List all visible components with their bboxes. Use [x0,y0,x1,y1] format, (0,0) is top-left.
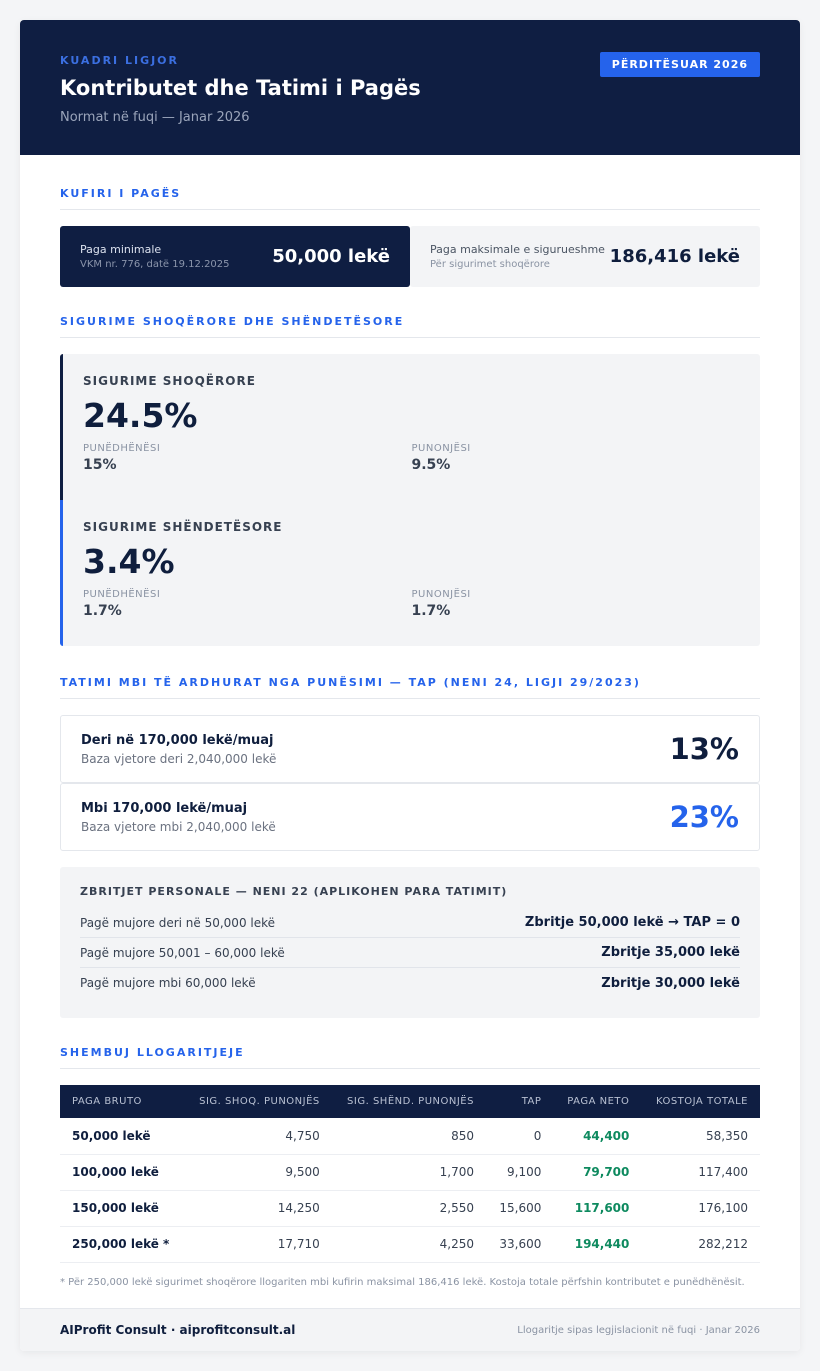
deduction-value: Zbritje 30,000 lekë [601,975,740,991]
table-cell: 194,440 [553,1226,641,1262]
footer [20,1308,800,1351]
document-card [20,20,800,1351]
min-wage-note: VKM nr. 776, datë 19.12.2025 [80,259,230,270]
table-row [60,1190,760,1226]
table-cell: 14,250 [184,1190,332,1226]
table-cell: 2,550 [332,1190,486,1226]
table-cell: 58,350 [641,1118,760,1154]
table-cell: 117,400 [641,1154,760,1190]
min-wage-label: Paga minimale [80,243,162,256]
deduction-label: Pagë mujore deri në 50,000 lekë [80,915,276,930]
table-cell: 4,250 [332,1226,486,1262]
max-wage-label: Paga maksimale e sigurueshme [430,243,605,256]
deductions-title: ZBRITJET PERSONALE — NENI 22 (APLIKOHEN PARA TATIMIT) [80,885,508,898]
section-title-wage-ceiling: KUFIRI I PAGËS [60,187,760,210]
deduction-row [80,908,740,938]
updated-badge: PËRDITËSUAR 2026 [600,52,760,77]
deduction-value: Zbritje 50,000 lekë → TAP = 0 [524,915,740,930]
deduction-row [80,968,740,998]
table-cell: 9,500 [184,1154,332,1190]
tax-bracket-row [60,715,760,783]
table-cell: 117,600 [553,1190,641,1226]
table-cell: 176,100 [641,1190,760,1226]
column-header: KOSTOJA TOTALE [655,1096,748,1107]
table-header-row [60,1085,760,1118]
table-cell: 1,700 [332,1154,486,1190]
page-title: Kontributet dhe Tatimi i Pagës [60,76,421,100]
table-cell: 0 [486,1118,553,1154]
health-employer-value: 1.7% [83,603,122,619]
column-header: SIG. SHËND. PUNONJËS [347,1096,474,1107]
tax-bracket-subtitle: Baza vjetore deri 2,040,000 lekë [81,751,277,766]
footer-legal-note: Llogaritje sipas legjislacionit në fuqi · Janar 2026 [517,1324,760,1336]
table-cell: 9,100 [486,1154,553,1190]
section-title-insurance: SIGURIME SHOQËRORE DHE SHËNDETËSORE [60,315,760,338]
social-employee-value: 9.5% [411,457,451,473]
deduction-row [80,938,740,968]
insurance-blocks [60,354,760,646]
health-insurance-total: 3.4% [83,542,175,581]
social-insurance-name: SIGURIME SHOQËRORE [83,374,256,388]
page-subtitle: Normat në fuqi — Janar 2026 [60,110,250,125]
footer-company: AIProfit Consult · aiprofitconsult.al [60,1323,296,1337]
health-employer-label: PUNËDHËNËSI [83,589,161,600]
table-row [60,1226,760,1262]
social-insurance-block [60,354,760,500]
table-row [60,1154,760,1190]
max-wage-note: Për sigurimet shoqërore [430,259,550,270]
table-cell: 850 [332,1118,486,1154]
social-employer-value: 15% [83,457,117,473]
section-title-tax: TATIMI MBI TË ARDHURAT NGA PUNËSIMI — TAP (NENI 24, LIGJI 29/2023) [60,676,760,699]
tax-brackets [60,715,760,851]
table-cell: 15,600 [486,1190,553,1226]
min-wage-value: 50,000 lekë [272,246,390,267]
table-cell: 4,750 [184,1118,332,1154]
min-wage-box [60,226,410,287]
deduction-label: Pagë mujore mbi 60,000 lekë [80,976,256,990]
header [20,20,800,155]
column-header: SIG. SHOQ. PUNONJËS [199,1096,320,1107]
header-eyebrow: KUADRI LIGJOR [60,54,180,67]
section-title-examples: SHEMBUJ LLOGARITJEJE [60,1046,760,1069]
health-employee-value: 1.7% [411,603,451,619]
tax-bracket-title: Deri në 170,000 lekë/muaj [81,732,274,748]
personal-deductions-box [60,867,760,1018]
column-header: TAP [521,1096,542,1107]
table-cell: 44,400 [553,1118,641,1154]
column-header: PAGA BRUTO [72,1096,142,1107]
table-cell: 250,000 lekë * [60,1226,184,1262]
examples-footnote: * Për 250,000 lekë sigurimet shoqërore llogariten mbi kufirin maksimal 186,416 lekë. Kostoja totale përfshin kontributet e punëdhënësit. [60,1276,745,1288]
health-insurance-name: SIGURIME SHËNDETËSORE [83,520,283,534]
social-insurance-total: 24.5% [83,396,198,435]
max-wage-value: 186,416 lekë [609,246,740,267]
tax-bracket-rate: 13% [669,732,739,766]
social-employer-label: PUNËDHËNËSI [83,443,161,454]
social-employee-label: PUNONJËSI [411,443,471,454]
examples-table [60,1085,760,1263]
tax-bracket-subtitle: Baza vjetore mbi 2,040,000 lekë [81,819,276,834]
table-cell: 33,600 [486,1226,553,1262]
health-employee-label: PUNONJËSI [411,589,471,600]
table-cell: 100,000 lekë [60,1154,184,1190]
table-cell: 282,212 [641,1226,760,1262]
column-header: PAGA NETO [567,1096,630,1107]
table-cell: 17,710 [184,1226,332,1262]
health-insurance-block [60,500,760,646]
deduction-value: Zbritje 35,000 lekë [601,945,740,960]
table-cell: 50,000 lekë [60,1118,184,1154]
tax-bracket-title: Mbi 170,000 lekë/muaj [81,800,248,816]
table-cell: 79,700 [553,1154,641,1190]
table-row [60,1118,760,1154]
tax-bracket-rate: 23% [669,800,739,834]
tax-bracket-row [60,783,760,851]
table-cell: 150,000 lekë [60,1190,184,1226]
max-wage-box [410,226,760,287]
deduction-label: Pagë mujore 50,001 – 60,000 lekë [80,945,285,960]
wage-ceiling-row [60,226,760,287]
